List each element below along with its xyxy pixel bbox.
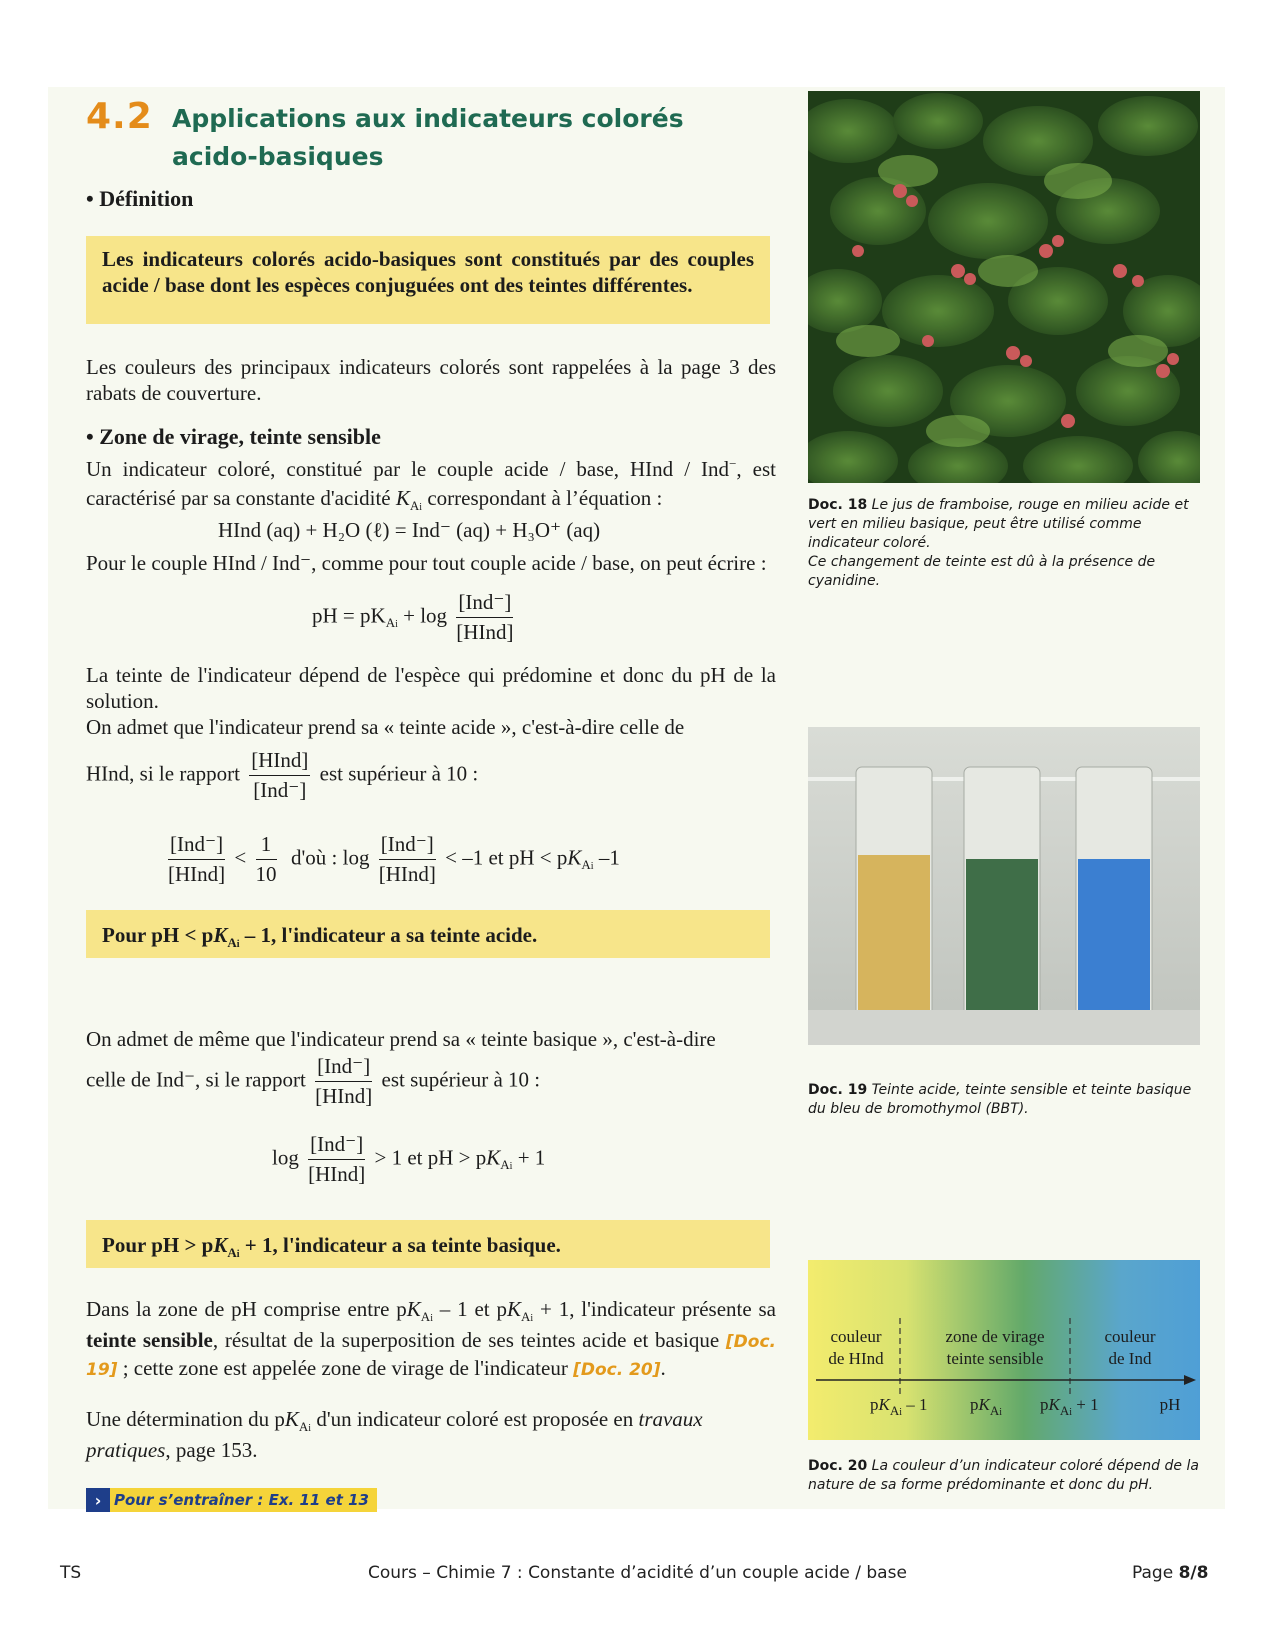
doc19-reference[interactable]: [Doc. 19] [86, 1332, 776, 1380]
exercise-link[interactable]: › Pour s’entraîner : Ex. 11 et 13 [86, 1488, 377, 1512]
tick-pka: $pK_{Ai}$ [970, 1395, 1003, 1418]
basic-paragraph: On admet de même que l'indicateur prend sa « teinte basique », c'est-à-dire [86, 1027, 716, 1051]
footer-class: TS [60, 1563, 82, 1583]
basic-ratio-line: celle de Ind⁻, si le rapport $\frac{\text{[Ind⁻]}}{\text{[HInd]}}$ est supérieur à 10 : [86, 1054, 541, 1108]
tick-pka-plus-1: $pK_{Ai} + 1$ [1040, 1395, 1099, 1418]
ratio-line: HInd, si le rapport $\frac{\text{[HInd]}}{\text{[Ind⁻]}}$ est supérieur à 10 : [86, 748, 479, 802]
zone-heading: • Zone de virage, teinte sensible [86, 424, 381, 449]
definition-box: Les indicateurs colorés acido-basiques sont constitués par des couples acide / base dont les espèces conjuguées ont des teintes différentes. [86, 236, 770, 324]
zone-paragraph-4: On admet que l'indicateur prend sa « teinte acide », c'est-à-dire celle de [86, 715, 685, 739]
tp-paragraph: Une détermination du $pK_{Ai}$ d'un indicateur coloré est proposée en travaux pratiques, page 153. [86, 1407, 703, 1462]
doc20-caption: Doc. 20 La couleur d’un indicateur coloré dépend de la nature de sa forme prédominante et donc du pH. [808, 1458, 1199, 1493]
section-number: 4.2 [86, 96, 153, 137]
tick-pka-minus-1: $pK_{Ai} - 1$ [870, 1395, 928, 1418]
section-title: Applications aux indicateurs colorés acido-basiques [172, 104, 684, 171]
raspberry-photo [808, 91, 1200, 483]
hind-color-label: couleur de HInd [828, 1327, 884, 1368]
acid-inequality: $\frac{\text{[Ind⁻]}}{\text{[HInd]}}$ < $\frac{1}{10}$ d'où : log $\frac{\text{[Ind⁻]}}{\text{[HInd]}}$ < –1 et pH < $pK_{Ai}$ –1 [168, 832, 620, 886]
zone-paragraph-1: Un indicateur coloré, constitué par le couple acide / base, HInd / Ind−, est caractérisé par sa constante d'acidité $K_{Ai}$ correspondant à l’équation : [86, 456, 777, 513]
doc19-caption: Doc. 19 Teinte acide, teinte sensible et teinte basique du bleu de bromothymol (BBT). [808, 1082, 1192, 1117]
definition-heading: • Définition [86, 186, 194, 211]
sensible-paragraph: Dans la zone de pH comprise entre $pK_{Ai} - 1$ et $pK_{Ai} + 1$, l'indicateur présente sa teinte sensible, résultat de la superposition de ses teintes acide et basique [Doc. 19] ; cette zone est appelée zone de virage de l'indicateur [Doc. 20]. [86, 1297, 776, 1380]
basic-rule-box: Pour pH > $pK_{Ai} + 1$, l'indicateur a sa teinte basique. [86, 1220, 770, 1268]
footer-page: Page 8/8 [1132, 1563, 1209, 1583]
acid-rule-box: Pour pH < $pK_{Ai} - 1$, l'indicateur a sa teinte acide. [86, 910, 770, 958]
henderson-formula: pH = $pK_{Ai} + \log$ $\frac{\text{[Ind⁻]}}{\text{[HInd]}}$ [312, 590, 514, 644]
chevron-right-icon: › [86, 1488, 110, 1512]
zone-paragraph-3: La teinte de l'indicateur dépend de l'espèce qui prédomine et donc du pH de la solution. [86, 663, 776, 713]
doc18-caption: Doc. 18 Le jus de framboise, rouge en milieu acide et vert en milieu basique, peut être utilisé comme indicateur coloré. Ce changement de teinte est dû à la présence de cyanidine. [808, 497, 1189, 589]
ph-zone-diagram [808, 1260, 1200, 1440]
axis-ph-label: pH [1159, 1395, 1181, 1414]
footer-title: Cours – Chimie 7 : Constante d’acidité d’un couple acide / base [368, 1563, 907, 1583]
doc20-reference[interactable]: [Doc. 20] [573, 1360, 661, 1380]
zone-paragraph-2: Pour le couple HInd / Ind⁻, comme pour tout couple acide / base, on peut écrire : [86, 551, 767, 575]
ind-color-label: couleur de Ind [1104, 1327, 1156, 1368]
basic-inequality: log $\frac{\text{[Ind⁻]}}{\text{[HInd]}}$ > 1 et pH > $pK_{Ai} + 1$ [272, 1132, 546, 1186]
turning-zone-label: zone de virage teinte sensible [945, 1327, 1045, 1368]
test-tubes-photo [808, 727, 1200, 1045]
equation: HInd (aq) + H₂O (ℓ) = Ind⁻ (aq) + H₃O⁺ (aq) [218, 518, 601, 542]
colors-paragraph: Les couleurs des principaux indicateurs colorés sont rappelées à la page 3 des rabats de couverture. [86, 355, 776, 405]
